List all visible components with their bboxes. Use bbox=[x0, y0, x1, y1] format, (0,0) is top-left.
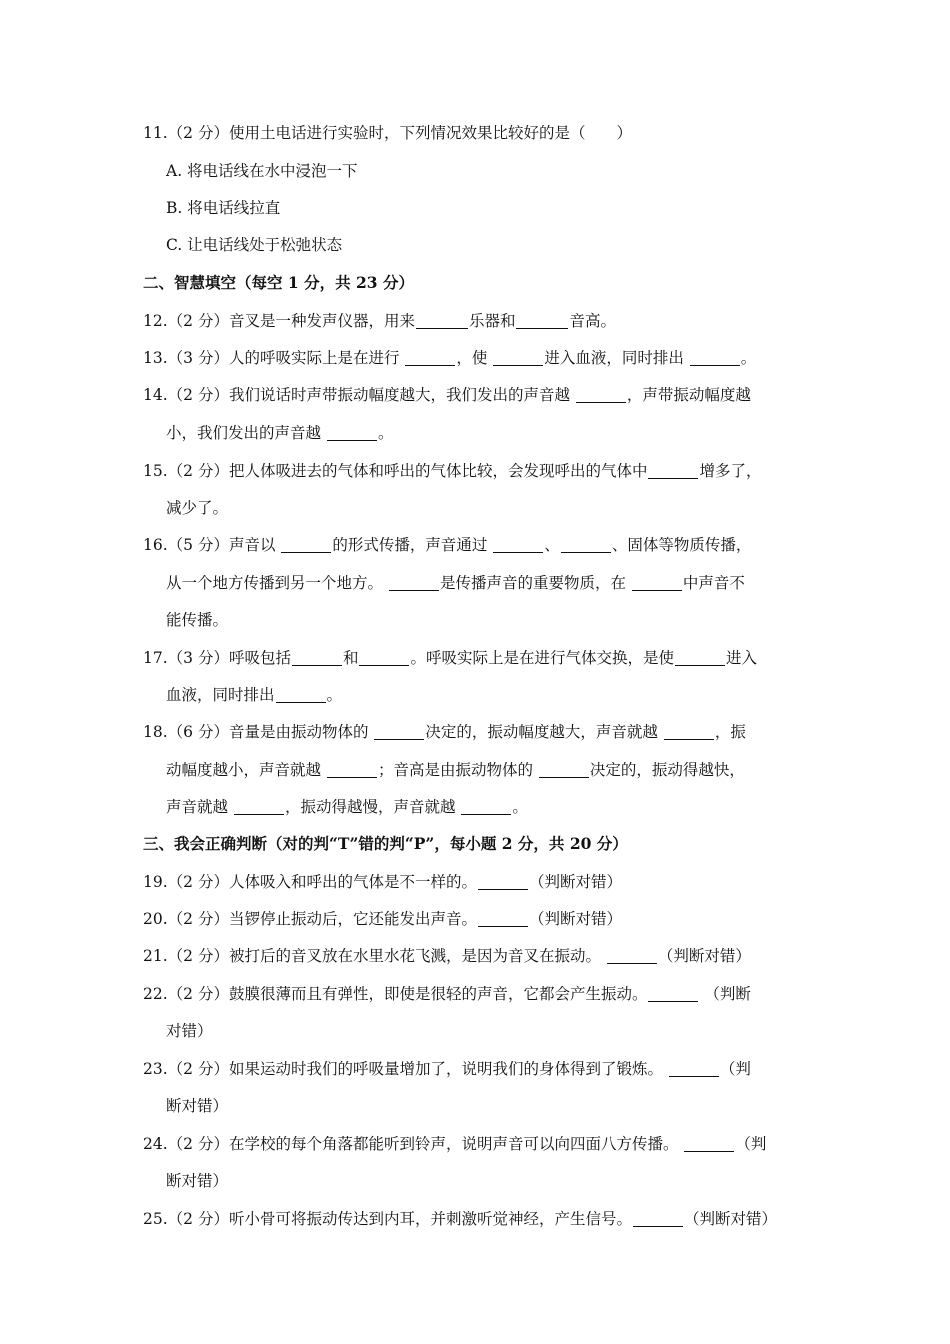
option-a: A. 将电话线在水中浸泡一下 bbox=[166, 162, 358, 180]
question-13: 13.（3 分）人的呼吸实际上是在进行 ，使 进入血液，同时排出 。 bbox=[143, 349, 757, 367]
answer-blank[interactable] bbox=[633, 1210, 683, 1227]
answer-blank[interactable] bbox=[416, 312, 468, 329]
answer-blank[interactable] bbox=[664, 723, 714, 740]
answer-blank[interactable] bbox=[493, 536, 543, 553]
option-c: C. 让电话线处于松弛状态 bbox=[166, 236, 343, 254]
answer-blank[interactable] bbox=[478, 873, 528, 890]
question-18: 18.（6 分）音量是由振动物体的 决定的，振动幅度越大，声音就越 ，振 bbox=[143, 723, 746, 741]
question-23: 23.（2 分）如果运动时我们的呼吸量增加了，说明我们的身体得到了锻炼。 （判 bbox=[143, 1060, 751, 1078]
question-14: 14.（2 分）我们说话时声带振动幅度越大，我们发出的声音越 ，声带振动幅度越 bbox=[143, 386, 751, 404]
question-15: 15.（2 分）把人体吸进去的气体和呼出的气体比较，会发现呼出的气体中 增多了， bbox=[143, 462, 762, 480]
question-14-cont: 小，我们发出的声音越 。 bbox=[166, 424, 394, 442]
question-18-cont: 动幅度越小，声音就越 ；音高是由振动物体的 决定的，振动得越快， bbox=[166, 761, 745, 779]
question-22-cont: 对错） bbox=[166, 1022, 213, 1040]
question-20: 20.（2 分）当锣停止振动后，它还能发出声音。 （判断对错） bbox=[143, 910, 622, 928]
answer-blank[interactable] bbox=[493, 349, 543, 366]
answer-blank[interactable] bbox=[648, 985, 698, 1002]
answer-blank[interactable] bbox=[292, 649, 342, 666]
answer-blank[interactable] bbox=[669, 1060, 719, 1077]
question-25: 25.（2 分）听小骨可将振动传达到内耳，并刺激听觉神经，产生信号。 （判断对错） bbox=[143, 1210, 777, 1228]
answer-blank[interactable] bbox=[276, 686, 326, 703]
question-22: 22.（2 分）鼓膜很薄而且有弹性，即使是很轻的声音，它都会产生振动。 （判断 bbox=[143, 985, 751, 1003]
answer-blank[interactable] bbox=[561, 536, 611, 553]
option-b: B. 将电话线拉直 bbox=[166, 199, 281, 217]
question-16: 16.（5 分）声音以 的形式传播，声音通过 、 、固体等物质传播， bbox=[143, 536, 752, 554]
answer-blank[interactable] bbox=[389, 574, 439, 591]
answer-blank[interactable] bbox=[516, 312, 568, 329]
answer-blank[interactable] bbox=[359, 649, 409, 666]
answer-blank[interactable] bbox=[539, 761, 589, 778]
question-23-cont: 断对错） bbox=[166, 1097, 229, 1115]
answer-blank[interactable] bbox=[690, 349, 740, 366]
question-12: 12.（2 分）音叉是一种发声仪器，用来 乐器和 音高。 bbox=[143, 312, 616, 330]
question-16-cont: 从一个地方传播到另一个地方。 是传播声音的重要物质，在 中声音不 bbox=[166, 574, 745, 592]
answer-blank[interactable] bbox=[327, 424, 377, 441]
section-heading-judge: 三、我会正确判断（对的判“T”错的判“P”，每小题 2 分，共 20 分） bbox=[143, 834, 628, 853]
question-18-cont2: 声音就越 ，振动得越慢，声音就越 。 bbox=[166, 798, 528, 816]
answer-blank[interactable] bbox=[234, 798, 284, 815]
answer-blank[interactable] bbox=[478, 910, 528, 927]
answer-blank[interactable] bbox=[327, 761, 377, 778]
question-24: 24.（2 分）在学校的每个角落都能听到铃声，说明声音可以向四面八方传播。 （判 bbox=[143, 1135, 767, 1153]
question-15-cont: 减少了。 bbox=[166, 499, 229, 517]
answer-blank[interactable] bbox=[374, 723, 424, 740]
question-11: 11.（2 分）使用土电话进行实验时，下列情况效果比较好的是（ ） bbox=[143, 124, 632, 142]
question-24-cont: 断对错） bbox=[166, 1172, 229, 1190]
answer-blank[interactable] bbox=[684, 1135, 734, 1152]
answer-blank[interactable] bbox=[461, 798, 511, 815]
answer-blank[interactable] bbox=[607, 947, 657, 964]
answer-blank[interactable] bbox=[281, 536, 331, 553]
answer-blank[interactable] bbox=[576, 386, 626, 403]
question-16-cont2: 能传播。 bbox=[166, 611, 229, 629]
question-17-cont: 血液，同时排出 。 bbox=[166, 686, 343, 704]
answer-blank[interactable] bbox=[675, 649, 725, 666]
answer-blank[interactable] bbox=[648, 462, 698, 479]
question-21: 21.（2 分）被打后的音叉放在水里水花飞溅，是因为音叉在振动。 （判断对错） bbox=[143, 947, 751, 965]
answer-blank[interactable] bbox=[405, 349, 455, 366]
section-heading-fill-blank: 二、智慧填空（每空 1 分，共 23 分） bbox=[143, 273, 414, 292]
question-19: 19.（2 分）人体吸入和呼出的气体是不一样的。 （判断对错） bbox=[143, 873, 622, 891]
question-17: 17.（3 分）呼吸包括 和 。呼吸实际上是在进行气体交换，是使 进入 bbox=[143, 649, 757, 667]
answer-blank[interactable] bbox=[632, 574, 682, 591]
